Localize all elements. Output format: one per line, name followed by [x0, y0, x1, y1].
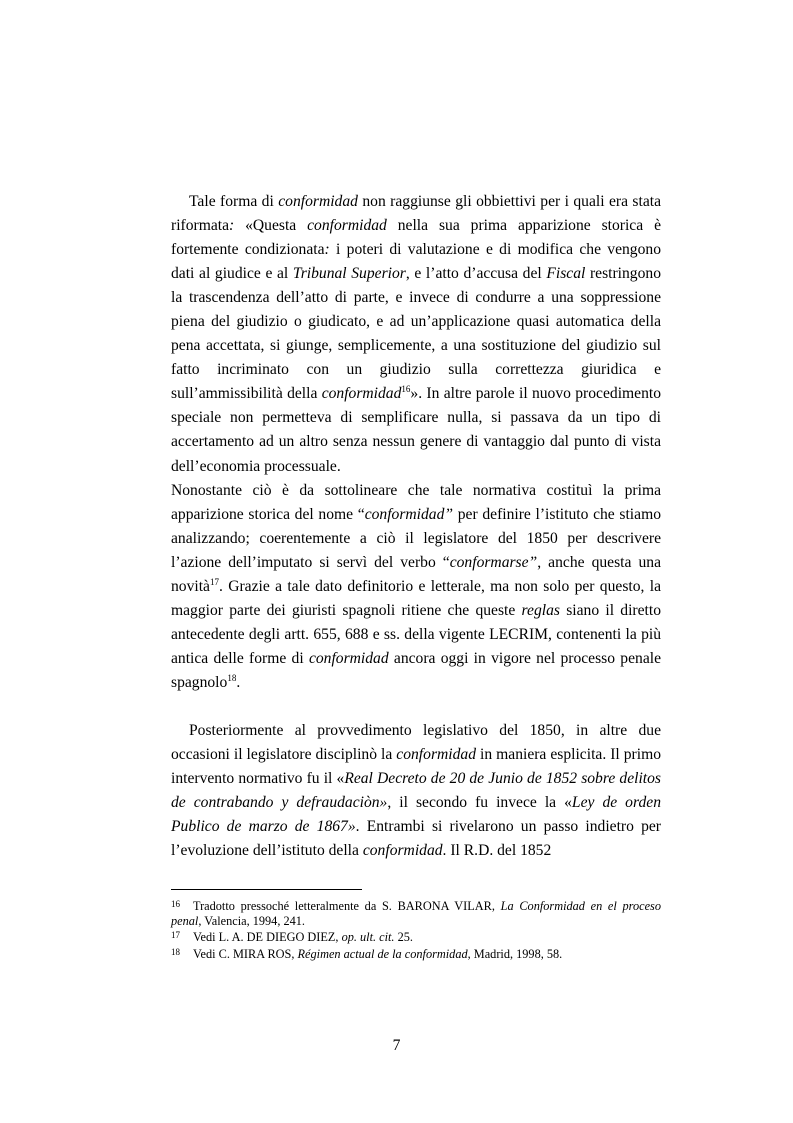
paragraph	[171, 479, 661, 695]
italic-text: La Conformidad en el proceso penal	[171, 899, 661, 928]
footnote-text	[193, 947, 562, 961]
italic-text: :	[229, 217, 235, 235]
text-run: Nonostante ciò è da sottolineare che tale normativa costituì la prima apparizione storica del nome “	[171, 481, 661, 523]
footnote	[171, 945, 661, 962]
text-run: nella sua prima apparizione storica è fortemente condizionata	[171, 217, 661, 259]
text-run: Tale forma di	[189, 193, 279, 210]
text-run: , il secondo fu invece la «	[387, 794, 572, 812]
text-run: in maniera esplicita. Il primo intervento normativo fu il «	[171, 746, 661, 788]
italic-text: Ley de orden Publico de marzo de 1867»	[171, 794, 661, 836]
italic-text: conformarse”	[449, 553, 538, 571]
footnote-ref: 17	[209, 576, 219, 587]
text-run: . Entrambi si rivelarono un passo indietro per l’evoluzione dell’istituto della	[171, 818, 661, 860]
paragraph-spacer	[171, 695, 661, 719]
page-number: 7	[392, 1037, 401, 1054]
text-run: , e l’atto d’accusa del	[405, 265, 547, 283]
text-run: , anche questa una novità	[171, 553, 661, 595]
text-run: «Questa	[234, 217, 308, 235]
italic-text: Real Decreto de 20 de Junio de 1852 sobre delitos de contrabando y defraudaciòn»	[171, 770, 661, 812]
text-run: . Grazie a tale dato definitorio e letterale, ma non solo per questo, la maggior parte dei giuristi spagnoli ritiene che queste	[171, 577, 661, 619]
text-run: ancora oggi in vigore nel processo penale spagnolo	[171, 649, 661, 691]
paragraph	[171, 719, 661, 863]
italic-text: op. ult. cit.	[341, 930, 395, 945]
text-run: non raggiunse gli obbiettivi per i quali era stata riformata	[171, 193, 661, 235]
text-run: , Madrid, 1998, 58.	[467, 946, 563, 961]
text-run: , Valencia, 1994, 241.	[198, 913, 305, 928]
footnotes	[171, 897, 661, 961]
italic-text: Fiscal	[546, 265, 586, 283]
italic-text: conformidad”	[364, 505, 454, 523]
footnote-number: 17	[171, 930, 180, 941]
italic-text: Régimen actual de la conformidad	[297, 946, 468, 961]
footnote-separator	[171, 889, 362, 890]
text-run: i poteri di valutazione e di modifica che vengono dati al giudice e al	[171, 241, 661, 283]
italic-text: conformidad	[308, 649, 389, 667]
text-run: Posteriormente al provvedimento legislativo del 1850, in altre due occasioni il legislatore disciplinò la	[171, 721, 661, 764]
footnote	[171, 928, 661, 945]
italic-text: conformidad	[278, 193, 358, 210]
footnote-number: 16	[171, 899, 180, 909]
text-run: Vedi C. MIRA ROS,	[193, 946, 298, 961]
italic-text: conformidad	[307, 217, 387, 235]
footnote-text	[171, 899, 661, 928]
footnote-ref: 18	[227, 672, 237, 683]
text-run: Vedi L. A. DE DIEGO DIEZ,	[193, 930, 342, 945]
text-run: siano il diretto antecedente degli artt. 655, 688 e ss. della vigente LECRIM, contenenti la più antica delle forme di	[171, 601, 661, 667]
italic-text: conformidad	[362, 842, 443, 860]
text-run: ». In altre parole il nuovo procedimento speciale non permetteva di semplificare nulla, si passava da un tipo di accertamento ad un altro senza nessun genere di vantaggio dal punto di vista dell’economia processuale.	[171, 385, 661, 475]
footnote	[171, 897, 661, 928]
text-run: restringono la trascendenza dell’atto di parte, e invece di condurre a una soppressione piena del giudizio o giudicato, e ad un’applicazione quasi automatica della pena accettata, si giunge, semplicemente, a una sostituzione del giudizio sul fatto incriminato con un giudizio sulla correttezza giuridica e sull’ammissibilità della	[171, 265, 661, 403]
italic-text: reglas	[521, 601, 560, 619]
text-run: Tradotto pressoché letteralmente da S. BARONA VILAR,	[193, 899, 501, 913]
paragraph	[171, 190, 661, 479]
text-run: per definire l’istituto che stiamo analizzando; coerentemente a ciò il legislatore del 1850 per descrivere l’azione dell’imputato si servì del verbo “	[171, 505, 661, 571]
text-run: 25.	[394, 930, 413, 945]
footnote-ref: 16	[401, 384, 411, 395]
footnote-text	[193, 930, 413, 944]
italic-text: :	[324, 241, 330, 259]
italic-text: conformidad	[321, 385, 402, 403]
body-text	[171, 190, 661, 863]
text-run: . Il R.D. del 1852	[442, 842, 552, 860]
text-run: .	[236, 673, 241, 691]
italic-text: conformidad	[396, 746, 476, 764]
footnote-number: 18	[171, 946, 180, 957]
italic-text: Tribunal Superior	[292, 265, 406, 283]
